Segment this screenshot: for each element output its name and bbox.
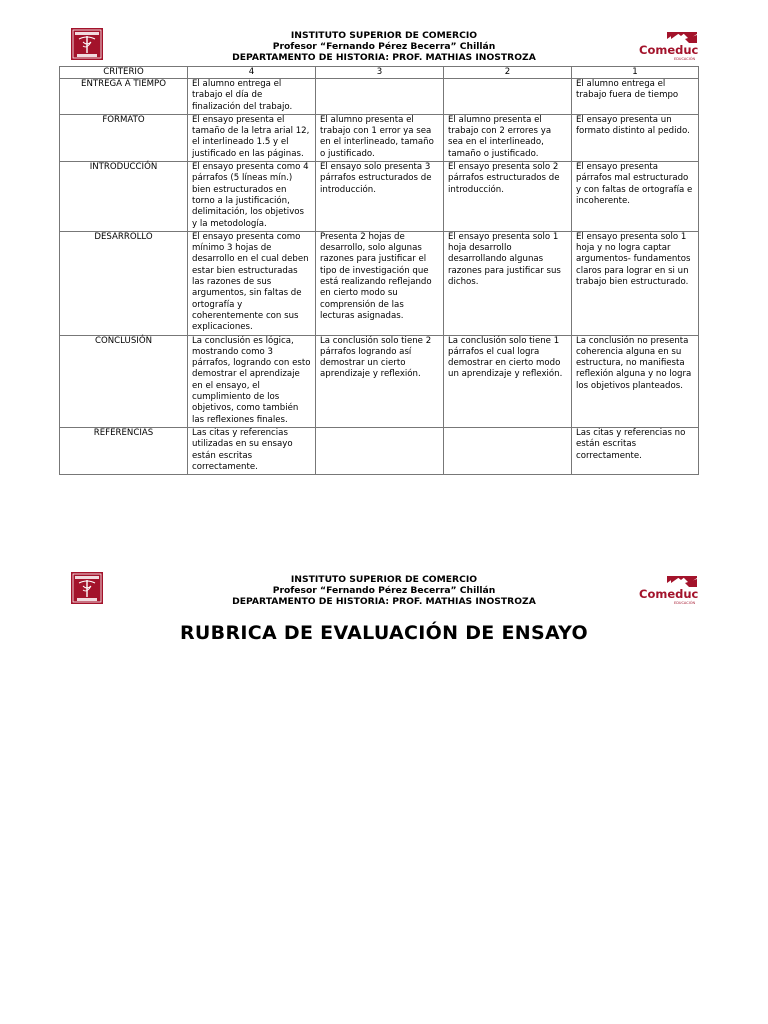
- table-header-row: [60, 67, 699, 79]
- score-cell: El ensayo presenta como 4 párrafos (5 líneas mín.) bien estructurados en torno a la justificación, delimitación, los objetivos y la metodología.: [188, 162, 316, 232]
- criterion-cell: FORMATO: [60, 114, 188, 161]
- table-row: [60, 162, 699, 232]
- score-cell: El ensayo presenta solo 1 hoja desarrollo desarrollando algunas razones para justificar sus dichos.: [444, 231, 572, 335]
- column-header-4: 4: [188, 67, 316, 79]
- professor-line: Profesor “Fernando Pérez Becerra” Chillán: [272, 585, 496, 596]
- column-header-2: 2: [444, 67, 572, 79]
- page-header: [0, 0, 768, 63]
- professor-line: Profesor “Fernando Pérez Becerra” Chillán: [272, 41, 496, 52]
- comeduc-logo-text: Comeduc: [639, 587, 699, 601]
- score-cell: El ensayo presenta el tamaño de la letra arial 12, el interlineado 1.5 y el justificado en las páginas.: [188, 114, 316, 161]
- comeduc-logo: [637, 31, 699, 63]
- comeduc-logo: [637, 575, 699, 607]
- score-cell: El ensayo presenta párrafos mal estructurado y con faltas de ortografía e incoherente.: [572, 162, 699, 232]
- score-cell: Las citas y referencias utilizadas en su ensayo están escritas correctamente.: [188, 427, 316, 474]
- comeduc-logo-sub: EDUCACIÓN: [674, 601, 696, 605]
- score-cell: Las citas y referencias no están escritas correctamente.: [572, 427, 699, 474]
- criterion-cell: REFERENCIAS: [60, 427, 188, 474]
- criterion-cell: CONCLUSIÓN: [60, 335, 188, 427]
- criterion-cell: DESARROLLO: [60, 231, 188, 335]
- score-cell: La conclusión no presenta coherencia alguna en su estructura, no manifiesta reflexión alguna y no logra los objetivos planteados.: [572, 335, 699, 427]
- score-cell: La conclusión es lógica, mostrando como 3 párrafos, logrando con esto demostrar el aprendizaje en el ensayo, el cumplimiento de los objetivos, como también las reflexiones finales.: [188, 335, 316, 427]
- comeduc-logo-text: Comeduc: [639, 43, 699, 57]
- criterion-cell: ENTREGA A TIEMPO: [60, 79, 188, 115]
- comeduc-logo-sub: EDUCACIÓN: [674, 57, 696, 61]
- score-cell: El ensayo presenta como mínimo 3 hojas de desarrollo en el cual deben estar bien estructuradas las razones de sus argumentos, sin faltas de ortografía y coherentemente con sus explicaciones.: [188, 231, 316, 335]
- rubric-table: [59, 66, 699, 475]
- score-cell: La conclusión solo tiene 1 párrafos el cual logra demostrar en cierto modo un aprendizaje y reflexión.: [444, 335, 572, 427]
- score-cell: La conclusión solo tiene 2 párrafos logrando así demostrar un cierto aprendizaje y reflexión.: [316, 335, 444, 427]
- department-line: DEPARTAMENTO DE HISTORIA: PROF. MATHIAS INOSTROZA: [232, 596, 536, 607]
- document-title: RUBRICA DE EVALUACIÓN DE ENSAYO: [180, 622, 588, 644]
- score-cell: El ensayo presenta solo 1 hoja y no logra captar argumentos- fundamentos claros para lograr en si un trabajo bien estructurado.: [572, 231, 699, 335]
- page-1: [0, 0, 768, 472]
- score-cell: El ensayo presenta un formato distinto al pedido.: [572, 114, 699, 161]
- score-cell: El ensayo presenta solo 2 párrafos estructurados de introducción.: [444, 162, 572, 232]
- column-header-criterio: CRITERIO: [60, 67, 188, 79]
- page-2: [0, 560, 768, 644]
- institute-name: INSTITUTO SUPERIOR DE COMERCIO: [290, 574, 478, 585]
- department-line: DEPARTAMENTO DE HISTORIA: PROF. MATHIAS INOSTROZA: [232, 52, 536, 63]
- criterion-cell: INTRODUCCIÓN: [60, 162, 188, 232]
- institute-name: INSTITUTO SUPERIOR DE COMERCIO: [290, 30, 478, 41]
- table-row: [60, 335, 699, 427]
- score-cell: El ensayo solo presenta 3 párrafos estructurados de introducción.: [316, 162, 444, 232]
- score-cell: [444, 427, 572, 474]
- score-cell: Presenta 2 hojas de desarrollo, solo algunas razones para justificar el tipo de investigación que está realizando reflejando en cierto modo su comprensión de las lecturas asignadas.: [316, 231, 444, 335]
- score-cell: El alumno presenta el trabajo con 1 error ya sea en el interlineado, tamaño o justificado.: [316, 114, 444, 161]
- column-header-3: 3: [316, 67, 444, 79]
- table-row: [60, 114, 699, 161]
- page-header: [0, 560, 768, 608]
- score-cell: El alumno entrega el trabajo fuera de tiempo: [572, 79, 699, 115]
- table-row: [60, 79, 699, 115]
- score-cell: [316, 79, 444, 115]
- score-cell: [444, 79, 572, 115]
- table-row: [60, 231, 699, 335]
- column-header-1: 1: [572, 67, 699, 79]
- score-cell: El alumno presenta el trabajo con 2 errores ya sea en el interlineado, tamaño o justificado.: [444, 114, 572, 161]
- score-cell: [316, 427, 444, 474]
- table-row: [60, 427, 699, 474]
- score-cell: El alumno entrega el trabajo el día de finalización del trabajo.: [188, 79, 316, 115]
